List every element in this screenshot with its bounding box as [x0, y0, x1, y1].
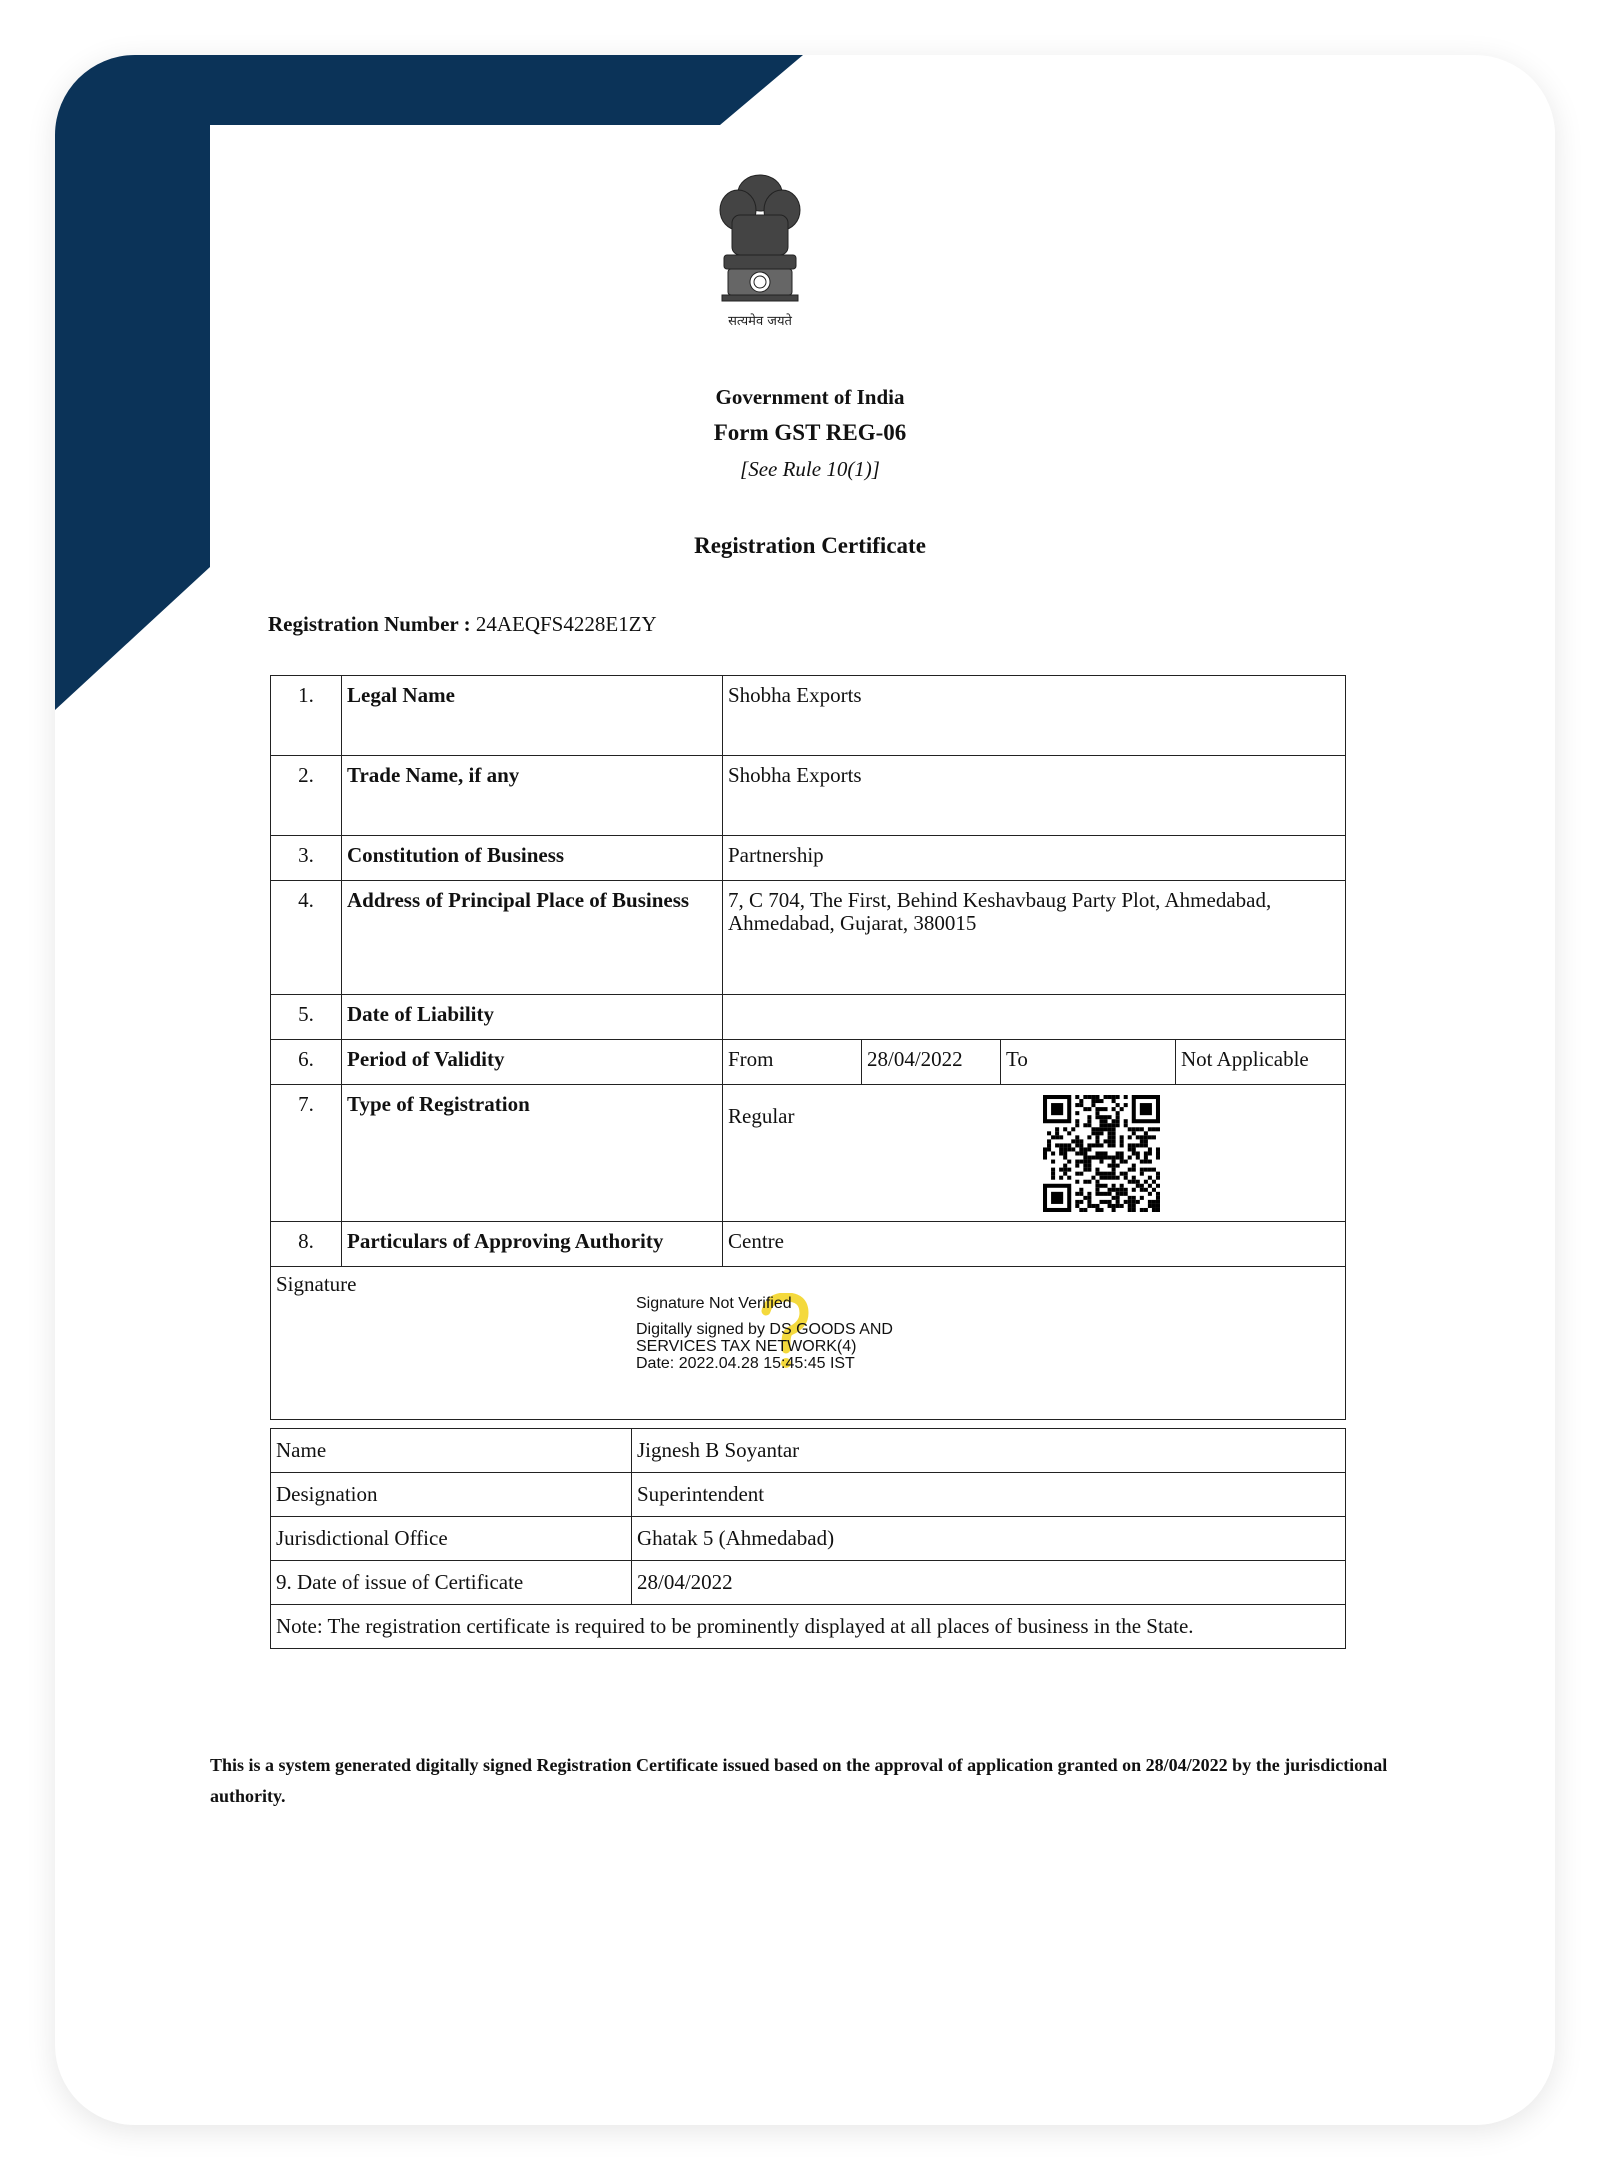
signature-cell — [271, 1267, 1346, 1420]
table-row — [271, 1085, 1346, 1222]
validity-to-label: To — [1001, 1040, 1176, 1085]
validity-to-value: Not Applicable — [1176, 1040, 1346, 1085]
row-number: 8. — [271, 1222, 342, 1267]
officer-label: 9. Date of issue of Certificate — [271, 1561, 632, 1605]
row-number: 6. — [271, 1040, 342, 1085]
table-row — [271, 1429, 1346, 1473]
issue-date: 28/04/2022 — [632, 1561, 1346, 1605]
jurisdictional-office: Ghatak 5 (Ahmedabad) — [632, 1517, 1346, 1561]
row-label: Type of Registration — [342, 1085, 723, 1222]
row-value: Shobha Exports — [723, 676, 1346, 756]
officer-name: Jignesh B Soyantar — [632, 1429, 1346, 1473]
table-row — [271, 1517, 1346, 1561]
government-heading: Government of India — [715, 385, 905, 409]
registration-number — [268, 612, 657, 637]
table-row — [271, 1040, 1346, 1085]
signature-label: Signature — [276, 1272, 357, 1296]
officer-label: Name — [271, 1429, 632, 1473]
row-label: Date of Liability — [342, 995, 723, 1040]
row-value: Partnership — [723, 836, 1346, 881]
certificate-table — [270, 675, 1346, 1420]
table-row — [271, 995, 1346, 1040]
signature-row — [271, 1267, 1346, 1420]
row-value: Shobha Exports — [723, 756, 1346, 836]
table-row — [271, 881, 1346, 995]
signature-line-3: Date: 2022.04.28 15:45:45 IST — [636, 1355, 855, 1372]
row-value — [723, 995, 1346, 1040]
table-row — [271, 1222, 1346, 1267]
ashoka-emblem-icon — [700, 155, 820, 355]
registration-number-value: 24AEQFS4228E1ZY — [475, 612, 657, 636]
row-number: 1. — [271, 676, 342, 756]
system-generated-footer: This is a system generated digitally signed Registration Certificate issued based on the approval of application granted on 28/04/2022 by the jurisdictional authority. — [210, 1755, 1388, 1806]
qr-code-icon — [1043, 1095, 1160, 1212]
emblem-motto: सत्यमेव जयते — [728, 314, 792, 329]
signature-line-2: SERVICES TAX NETWORK(4) — [636, 1338, 857, 1355]
form-title: Form GST REG-06 — [713, 420, 907, 445]
certificate-title: Registration Certificate — [694, 533, 926, 558]
row-label: Legal Name — [342, 676, 723, 756]
row-label: Period of Validity — [342, 1040, 723, 1085]
rule-reference: [See Rule 10(1)] — [740, 457, 880, 481]
table-row — [271, 676, 1346, 756]
table-row — [271, 1561, 1346, 1605]
officer-label: Jurisdictional Office — [271, 1517, 632, 1561]
row-number: 7. — [271, 1085, 342, 1222]
validity-from-date: 28/04/2022 — [862, 1040, 1001, 1085]
row-value: 7, C 704, The First, Behind Keshavbaug Party Plot, Ahmedabad, Ahmedabad, Gujarat, 380015 — [723, 881, 1346, 995]
officer-table — [270, 1428, 1346, 1649]
row-number: 3. — [271, 836, 342, 881]
officer-label: Designation — [271, 1473, 632, 1517]
row-value: Centre — [723, 1222, 1346, 1267]
row-label: Constitution of Business — [342, 836, 723, 881]
row-label: Trade Name, if any — [342, 756, 723, 836]
digital-signature-block — [636, 1295, 893, 1372]
signature-status: Signature Not Verified — [636, 1295, 792, 1312]
officer-designation: Superintendent — [632, 1473, 1346, 1517]
registration-number-label: Registration Number : — [268, 612, 471, 636]
display-note: Note: The registration certificate is required to be prominently displayed at all places of business in the State. — [271, 1605, 1346, 1649]
validity-from-label: From — [723, 1040, 862, 1085]
table-row — [271, 1473, 1346, 1517]
table-row — [271, 1605, 1346, 1649]
row-value — [723, 1085, 1346, 1222]
table-row — [271, 836, 1346, 881]
row-number: 2. — [271, 756, 342, 836]
row-label: Address of Principal Place of Business — [342, 881, 723, 995]
row-number: 5. — [271, 995, 342, 1040]
table-row — [271, 756, 1346, 836]
row-number: 4. — [271, 881, 342, 995]
registration-type: Regular — [728, 1104, 795, 1128]
row-label: Particulars of Approving Authority — [342, 1222, 723, 1267]
signature-line-1: Digitally signed by DS GOODS AND — [636, 1321, 893, 1338]
